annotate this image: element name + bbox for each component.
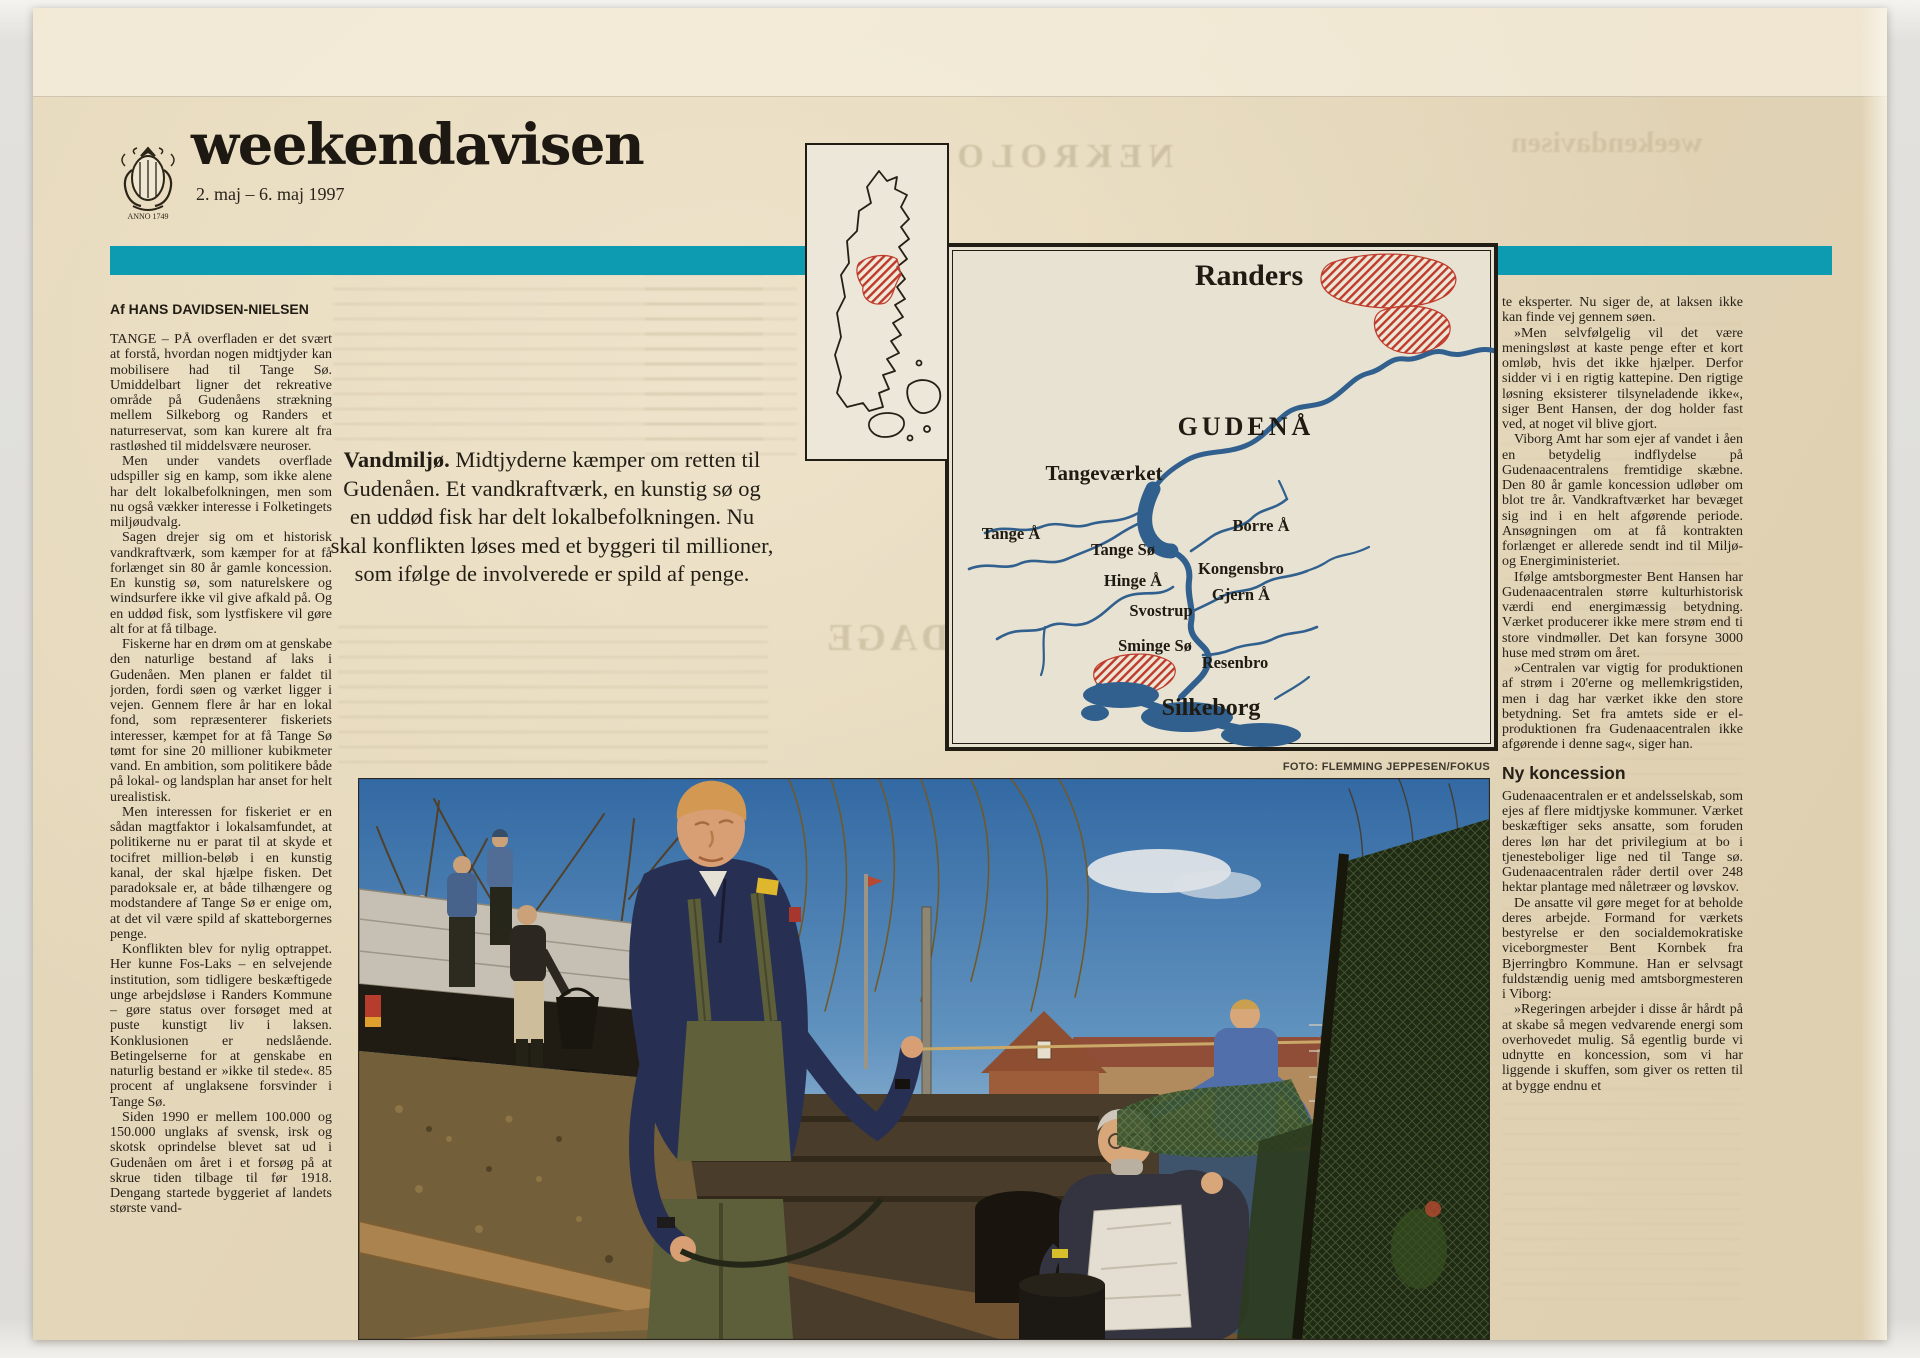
- denmark-outline: [835, 171, 940, 441]
- newspaper-page: [33, 8, 1887, 1340]
- bleedthrough-masthead: weekendavisen: [1511, 126, 1703, 159]
- highlight-region: [857, 256, 901, 305]
- article-photo: [358, 778, 1490, 1340]
- weekendavisen-crest-icon: [113, 140, 183, 222]
- photo-credit: FOTO: FLEMMING JEPPESEN/FOKUS: [1282, 761, 1490, 773]
- map-label-silkeborg: Silkeborg: [1161, 695, 1261, 721]
- map-label-kongensbro: Kongensbro: [1198, 559, 1284, 578]
- bleedthrough-syv-dage: SYV DAGE: [823, 617, 1050, 659]
- section-subhead: Ny koncession: [1502, 762, 1626, 783]
- article-paragraph: Viborg Amt har som ejer af vandet i åen en betydelig indflydelse på Gudenaacentralens fremtidige skæbne. Den 80 år gamle koncession udløber om blot tre år. Vandkraftværket har bevæget sig ind i en helt afgørende periode. Ansøgningen om at få kontrakten forlænget er allerede sendt ind til Miljø- og Energiministeriet.: [1502, 432, 1743, 570]
- map-label-hinge-aa: Hinge Å: [1103, 571, 1163, 590]
- article-byline: Af HANS DAVIDSEN-NIELSEN: [110, 301, 309, 317]
- article-paragraph: Ifølge amtsborgmester Bent Hansen har Gudenaacentralen større kulturhistorisk værdi end energimæssig betydning. Værket producerer ikke mere strøm end ti store vindmøller. Det kan forsyne 3000 huse med strøm om året.: [1502, 569, 1743, 661]
- map-label-gudenaa: GUDENÅ: [1177, 412, 1315, 441]
- river-gudenaa: [969, 349, 1495, 737]
- article-paragraph: »Centralen var vigtig for produktionen af strøm i 20'erne og mellemkrigstiden, men i dag har værket ikke den store betydning. Set fra amtets side er el-produktionen fra Gudenaacentralen ikke afgørende i denne sag«, siger han.: [1502, 661, 1743, 753]
- crest-anno-text: ANNO 1749: [127, 212, 169, 221]
- page-right-edge: [1861, 8, 1887, 1340]
- map-label-sminge-soe: Sminge Sø: [1118, 636, 1192, 655]
- article-paragraph: Fiskerne har en drøm om at genskabe den naturlige bestand af laks i Gudenåen. Men planen er faldet til jorden, fordi søen og værket ligger i vejen. Gennem flere år har en lokal fond, som repræsenterer fiskeriets interesser, kæmpet for at få Tange Sø tømt for sine 20 millioner kubikmeter vand. En ambition, som politikere både på lokal- og landsplan har anset for helt urealistisk.: [110, 637, 332, 805]
- article-paragraph: De ansatte vil gøre meget for at beholde deres arbejde. Formand for værkets bestyrelse er den socialdemokratiske viceborgmester Bent Kornbek fra Bjerringbro Kommune. Han er selvsagt fuldstændig uenig med amtsborgmesteren i Viborg:: [1502, 895, 1743, 1002]
- article-paragraph: Konflikten blev for nylig optrappet. Her kunne Fos-Laks – en selvejende institution, som tidligere beskæftigede unge arbejdsløse i Randers Kommune – gøre status over forsøget med at puste kunstigt liv i laksen. Konklusionen er nedslående. Betingelserne for at genskabe en naturlig bestand er »ikke til stede«. 85 procent af unglaksene forsvinder i Tange Sø.: [110, 942, 332, 1110]
- map-label-randers: Randers: [1194, 259, 1304, 292]
- lead-text: Midtjyderne kæmper om retten til Gudenåen. Et vandkraftværk, en kunstig sø og en uddød fisk har delt lokalbefolkningen. Nu skal konflikten løses med et byggeri til millioner, som ifølge de involverede er spild af penge.: [330, 447, 774, 587]
- article-paragraph: te eksperter. Nu siger de, at laksen ikke kan finde vej gennem søen.: [1502, 295, 1743, 326]
- article-left-column: [110, 332, 332, 1340]
- map-label-tange-aa: Tange Å: [981, 524, 1041, 543]
- bleedthrough-nekrolog: NEKROLOG: [917, 138, 1174, 175]
- masthead-date: 2. maj – 6. maj 1997: [196, 184, 345, 204]
- map-label-tangevaerket: Tangeværket: [1045, 461, 1163, 485]
- bleedthrough-text-block: [338, 626, 768, 766]
- article-paragraph: Men under vandets overflade udspiller sig en kamp, som ikke alene har delt lokalbefolkningen, men som nu også vækker interesse i Folketingets miljøudvalg.: [110, 454, 332, 530]
- map-label-svostrup: Svostrup: [1129, 601, 1193, 620]
- article-paragraph: »Regeringen arbejder i disse år hårdt på at skabe så megen vedvarende energi som overhovedet mulig. Så egentlig burde vi udnytte en koncession, som vi har liggende i skuffen, som giver os retten til at bygge endnu et: [1502, 1002, 1743, 1094]
- lead-kicker: Vandmiljø.: [343, 447, 450, 472]
- article-paragraph: Men interessen for fiskeriet er en sådan magtfaktor i lokalsamfundet, at politikerne nu er parat til at skyde et tocifret million-beløb i en kunstig kanal, der skal hjælpe fisken. Det paradoksale er, at både tilhængere og modstandere af Tange Sø er enige om, at det vil være spild af skatteborgernes penge.: [110, 804, 332, 942]
- map-label-tange-soe: Tange Sø: [1090, 540, 1156, 559]
- map-label-gjern-aa: Gjern Å: [1211, 585, 1271, 604]
- article-right-column: [1502, 295, 1743, 1340]
- bleedthrough-text-block: [645, 258, 797, 463]
- map-label-resenbro: Resenbro: [1201, 653, 1269, 672]
- gudenaa-region-map: [945, 243, 1498, 751]
- article-paragraph: TANGE – PÅ overfladen er det svært at forstå, hvordan nogen midtjyder kan mobilisere had til Tange Sø. Umiddelbart ligner det rekreative område på Gudenåens strækning mellem Silkeborg og Randers et naturreservat, som kan kurere alt fra rastløshed til middelsvære neuroser.: [110, 332, 332, 454]
- lead-paragraph: [330, 446, 774, 589]
- article-paragraph: Gudenaacentralen er et andelsselskab, som ejes af flere midtjyske kommuner. Værket beskæftiger seks ansatte, som foruden deres løn har det privilegium at bo i tjenesteboliger lige ned til Tange sø. Gudenaacentralen råder dertil over 248 hektar plantage med nåletræer og løvskov.: [1502, 788, 1743, 896]
- page-top-edge: [33, 8, 1887, 97]
- article-paragraph: »Men selvfølgelig vil det være meningsløst at kaste penge efter et kort omløb, hvis det ikke hjælper. Derfor sidder vi i en rigtig kattepine. Den rigtige løsning eksisterer tilsyneladende ikke«, siger Bent Hansen, der dog holder fast ved, at noget vil blive gjort.: [1502, 325, 1743, 432]
- masthead-title: weekendavisen: [191, 112, 644, 178]
- article-paragraph: Sagen drejer sig om et historisk vandkraftværk, som kæmper for at få forlænget sin 80 år gamle koncession. En kunstig sø, som naturelskere og windsurfere ikke vil give afkald på. Og en uddød fisk, som lystfiskere vil gøre alt for at få tilbage.: [110, 530, 332, 637]
- map-label-borre-aa: Borre Å: [1232, 516, 1290, 535]
- article-paragraph: Siden 1990 er mellem 100.000 og 150.000 unglaks af svensk, irsk og skotsk oprindelse blevet sat ud i Gudenåen om året i et forsøg på at skrue tiden tilbage til før 1918. Dengang startede byggeriet af landets største vand-: [110, 1109, 332, 1217]
- denmark-inset-map: [805, 143, 949, 461]
